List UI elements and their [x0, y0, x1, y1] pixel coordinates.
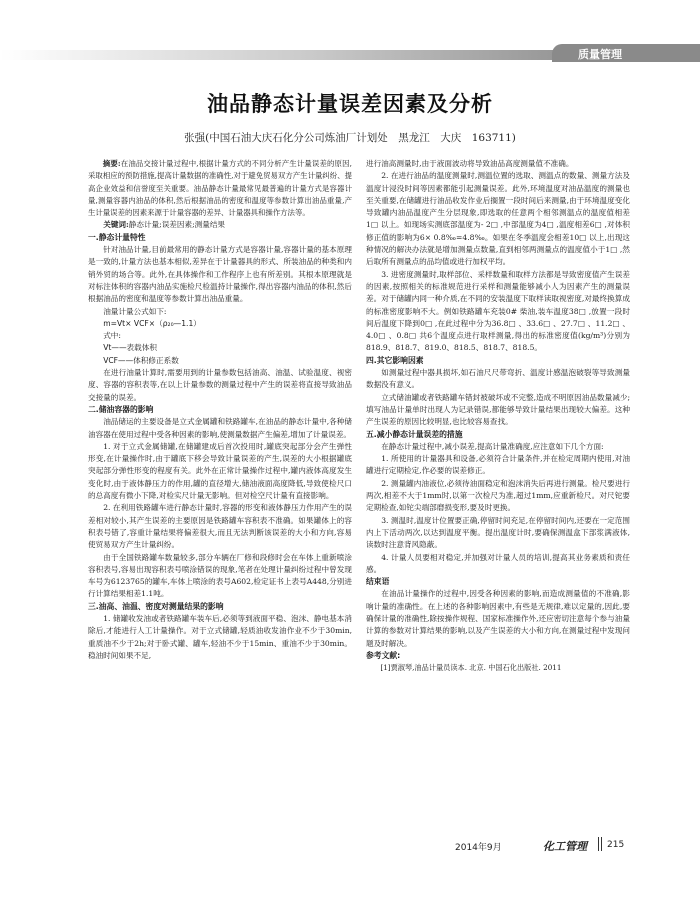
- keywords-label: 关键词:: [103, 220, 129, 230]
- references-heading: 参考文献:: [366, 650, 401, 660]
- abstract-text: 在油品交接计量过程中,根据计量方式的不同分析产生计量误差的原因,采取相应的预防措施,提高计量数据的准确性,对于避免贸易双方产生计量纠纷、提高企业效益和信誉度至关重要。油品静态计量最常见最普遍的计量方式是容器计量,测量容器内油品的体积,然后根据油品的密度和温度等参数计算出油品重量,产生计量误差的因素来源于计量容器的差异、计量器具和操作方法等。: [88, 159, 353, 218]
- footer-divider: [601, 837, 602, 851]
- paragraph: 针对油品计量,目前最常用的静态计量方式是容器计量,容器计量的基本原理是一致的,计量方法也基本相似,差异在于计量器具的形式、所装油品的种类和内销外贸的场合等。此外,在具体操作和工作程序上也有所差别。其根本原理就是对标注体积的容器内油品实施检尺检温持计量操作,得出容器内油品的体积,然后根据油品的密度和温度等参数计算出油品重量。: [88, 245, 352, 304]
- paragraph: 3. 测温时,温度计位置要正确,停留时间充足,在停留时间内,还要在一定范围内上下活动两次,以达到温度平衡。提出温度计时,要确保测温盒下部浆满液体,读数时注意背风隐蔽。: [366, 515, 630, 550]
- paragraph: 4. 计量人员要相对稳定,并加强对计量人员的培训,提高其业务素质和责任感。: [366, 552, 630, 574]
- keywords-text: 静态计量;误差因素;测量结果: [128, 220, 226, 230]
- header-section-tab: [552, 44, 700, 62]
- section-label: 质量管理: [578, 48, 622, 61]
- right-column: [366, 158, 630, 674]
- keywords: [88, 219, 352, 231]
- left-column: [88, 158, 352, 662]
- paragraph: 进行油高测量时,由于液面波动将导致油品高度测量值不准确。: [366, 159, 574, 168]
- author-line: 张强(中国石油大庆石化分公司炼油厂计划处 黑龙江 大庆 163711): [184, 132, 516, 144]
- paragraph: 3. 进密度测量时,取样部位、采样数量和取样方法都是导致密度值产生误差的因素,按照相关的标准规范进行采样和测量能够减小人为因素产生的测量误差。对于储罐内同一种介质,在不同的安装温度下取样读取视密度,对最终换算成的标准密度影响不大。例如铁路罐车充装0# 柴油,装车温度38□ ,放置一段时间后温度下降到0□ ,在此过程中分为36.8□ 、33.6□ 、27.7□ 、11.2□ 、4.0□ 、0.8□ 共6个温度点进行取样测量,得出的标准密度值(kg/m³)分别为818.9、818.7、819.0、818.5、818.7、818.5。: [366, 269, 630, 353]
- abstract-label: 摘要:: [102, 159, 121, 168]
- paragraph: 1. 储罐收发油或者铁路罐车装车后,必须等到液面平稳、泡沫、静电基本消除后,才能进行人工计量操作。对于立式储罐,轻质油收发油作业不少于30min,重质油不少于2h;对于卧式罐、罐车,轻油不少于15min、重油不少于30min。稳油时间如果不足,: [88, 613, 352, 660]
- formula-var: VCF——体积修正系数: [103, 355, 179, 365]
- formula: m=Vt× VCF×（ρ₂₀—1.1）: [103, 318, 201, 328]
- footer-page-number: 215: [607, 840, 625, 850]
- footer-divider: [598, 837, 599, 851]
- section-heading: 四.其它影响因素: [366, 355, 424, 365]
- footer-magazine-name: 化工管理: [543, 840, 587, 853]
- paragraph: 1. 所使用的计量器具和设备,必须符合计量条件,并在检定周期内使用,对油罐进行定期检定,作必要的误差修正。: [366, 454, 630, 476]
- article-title: 油品静态计量误差因素及分析: [207, 92, 493, 116]
- paragraph: 由于全国铁路罐车数量较多,部分车辆在厂修和段修时会在车体上重新喷涂容积表号,容易出现容积表号喷涂错误的现象,笔者在处理计量纠纷过程中曾发现车号为6123765的罐车,车体上喷涂的表号A602,检定证书上表号A448,分别进行计算结果相差1.1吨。: [88, 552, 352, 599]
- paragraph: 式中:: [103, 331, 121, 341]
- paragraph: 在油品计量操作的过程中,因受各种因素的影响,而造成测量值的不准确,影响计量的准确性。在上述的各种影响因素中,有些是无规律,难以定量的,因此,要确保计量的准确性,除按操作规程、国家标准操作外,还应密切注意每个参与油量计算的参数对计算结果的影响,以及产生误差的大小和方向,在测量过程中发现问题及时解决。: [366, 589, 630, 648]
- paragraph: 如测量过程中器具损坏,如石油尺尺带弯折、温度计感温泡破裂等导致测量数据没有意义。: [366, 368, 630, 390]
- paragraph: 油品储运的主要设备是立式金属罐和铁路罐车,在油品的静态计量中,各种储油容器在使用过程中受各种因素的影响,使测量数据产生偏差,增加了计量误差。: [88, 417, 352, 439]
- paragraph: 在进行油量计算时,需要用到的计量参数包括油高、油温、试验温度、视密度、容器的容积表等,在以上计量参数的测量过程中产生的误差将直接导致油品交接量的误差。: [88, 368, 352, 402]
- section-heading: 结束语: [366, 577, 390, 587]
- abstract: [88, 158, 352, 219]
- paragraph: 1. 对于立式金属储罐,在储罐建成后首次投用时,罐底突起部分会产生弹性形变,在计量操作时,由于罐底下移会导致计量误差的产生,误差的大小根据罐底突起部分弹性形变的程度有关。此外在正常计量操作过程中,罐内液体高度发生变化时,由于液体静压力的作用,罐的直径增大,储油液面高度降低,导致使检尺口的总高度有微小下降,对检实尺计量无影响。但对检空尺计量有直接影响。: [88, 441, 352, 501]
- paragraph: 在静态计量过程中,减小误差,提高计量准确度,应注意如下几个方面:: [381, 441, 604, 451]
- section-heading: 一.静态计量特性: [88, 232, 146, 242]
- footer-date: 2014年9月: [455, 843, 502, 853]
- page-header: [0, 0, 700, 60]
- section-heading: 二.储油容器的影响: [88, 404, 154, 414]
- section-heading: 五.减小静态计量误差的措施: [366, 429, 463, 439]
- paragraph: 2. 测量罐内油液位,必须待油面稳定和泡沫消失后再进行测量。检尺要进行两次,相差不大于1mm时,以第一次检尺为准,超过1mm,应重新检尺。对尺铊要定期检查,如铊尖端部磨损变形,要及时更换。: [366, 478, 630, 513]
- reference-item: [1]贾淑琴,油品计量员读本. 北京. 中国石化出版社. 2011: [380, 663, 562, 673]
- section-heading: 三.油高、油温、密度对测量结果的影响: [88, 601, 224, 611]
- paragraph: 油量计量公式如下:: [103, 306, 167, 316]
- paragraph: 立式储油罐或者铁路罐车错封被破坏或不完整,造成不明原因油品数量减少;填写油品计量单时出现人为记录错误,都能够导致计量结果出现较大偏差。这种产生误差的原因比较明显,也比较容易查找。: [366, 392, 630, 427]
- formula-var: Vt——表载体积: [103, 343, 157, 353]
- paragraph: 2. 在利用铁路罐车进行静态计量时,容器的形变和液体静压力作用产生的误差相对较小,其产生误差的主要原因是铁路罐车容积表不准确。如果罐体上的容积表号错了,容重计量结果将偏差很大,而且无法判断该误差的大小和方向,容易使贸易双方产生计量纠纷。: [88, 503, 352, 550]
- paragraph: 2. 在进行油品的温度测量时,测温位置的选取、测温点的数量、测量方法及温度计浸没时间等因素都能引起测量误差。此外,环境温度对油品温度的测量也至关重要,在储罐进行油品收发作业后搁置一段时间后来测量,由于环境温度变化导致罐内油品温度产生分层现象,即选取的任意两个相邻测温点的温度值相差1□ 以上。如现场实测底部温度为- 2□ ,中部温度为4□ ,温度相差6□ ,对体积修正值的影响为6× 0.8‰=4.8‰。如果在冬季温度会相差10□ 以上,出现这种情况的解决办法就是增加测量点数量,直到相邻两测量点的温度值小于1□ ,然后取所有测量点的品均值或进行加权平均。: [366, 171, 630, 267]
